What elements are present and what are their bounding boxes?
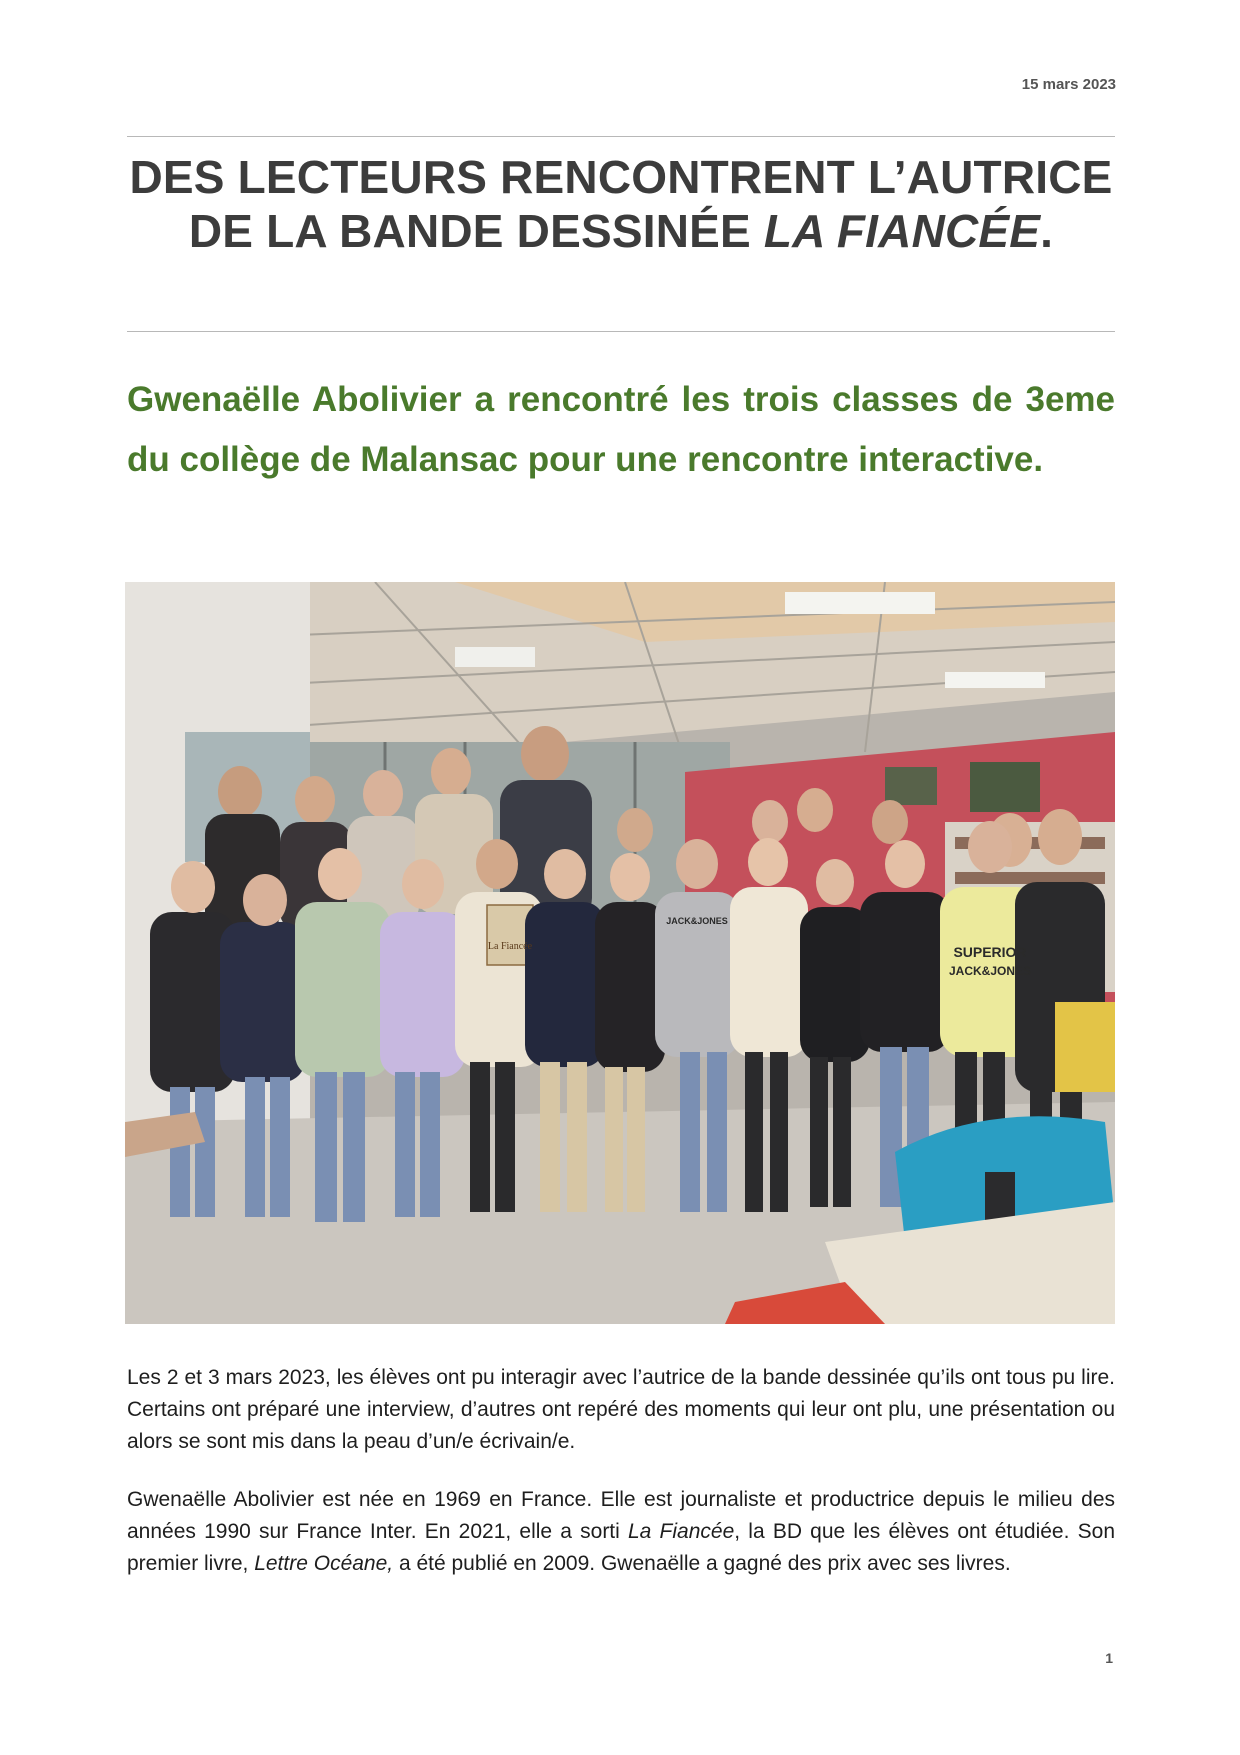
paragraph-2 [127,1484,1115,1580]
bottom-rule [127,331,1115,332]
article-title [127,150,1115,258]
title-end: . [1040,205,1054,257]
page-date: 15 mars 2023 [1021,76,1116,93]
article-subtitle: Gwenaëlle Abolivier a rencontré les trois classes de 3eme du collège de Malansac pour une rencontre interactive. [127,380,1115,479]
photo-sweater-text-2: JACK&JONES [948,964,1032,978]
paragraph-1: Les 2 et 3 mars 2023, les élèves ont pu interagir avec l’autrice de la bande dessinée qu’ils ont tous pu lire. Certains ont préparé une interview, d’autres ont repéré des moments qui leur ont plu, une présentation ou alors se sont mis dans la peau d’un/e écrivain/e. [127,1366,1115,1453]
title-italic: LA FIANCÉE [763,205,1041,257]
book-title-la-fiancee: La Fiancée [628,1520,735,1543]
photo-sweater-text-1: SUPERIOR [953,944,1027,960]
page-number: 1 [1105,1650,1113,1666]
paragraph-2-part1: Gwenaëlle Abolivier est née en 1969 en France. Elle est journaliste et productrice depuis le milieu des années 1990 sur France Inter. En 2021, elle a sorti [127,1488,1115,1543]
group-photo [125,582,1115,1324]
paragraph-2-part3: a été publié en 2009. Gwenaëlle a gagné des prix avec ses livres. [393,1552,1011,1575]
paragraph-2-part2: , la BD que les élèves ont étudiée. Son premier livre, [127,1520,1115,1575]
book-title-lettre-oceane: Lettre Océane, [254,1552,394,1575]
photo-sweater-text-3: JACK&JONES [666,916,728,926]
top-rule [127,136,1115,137]
title-text: DES LECTEURS RENCONTRENT L’AUTRICE DE LA BANDE DESSINÉE [129,151,1113,257]
photo-book-label: La Fiancée [487,941,533,952]
